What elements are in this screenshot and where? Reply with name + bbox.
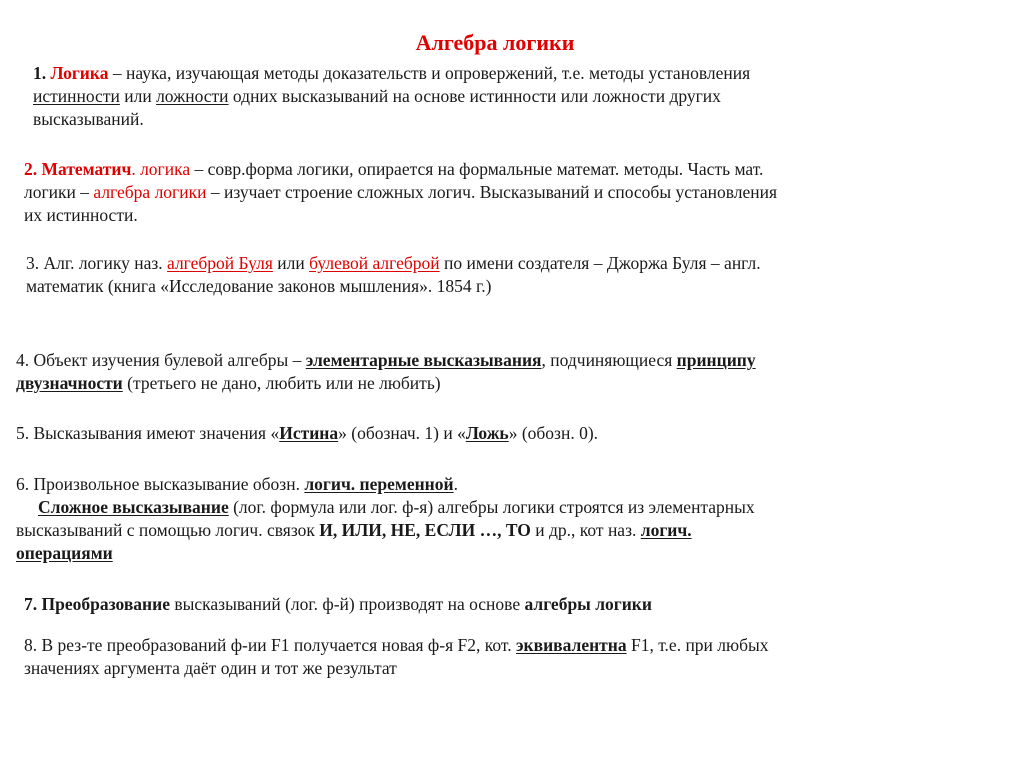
p4-text-1: 4. Объект изучения булевой алгебры –	[16, 350, 306, 370]
p2-text-5: их истинности.	[24, 205, 138, 225]
paragraph-6	[16, 473, 755, 565]
p2-number: 2.	[24, 159, 42, 179]
p5-text-1: 5. Высказывания имеют значения «	[16, 423, 280, 443]
p2-term-math: Математич	[41, 159, 132, 179]
p4-bivalence: двузначности	[16, 373, 123, 393]
p6-complex-statement: Сложное высказывание	[38, 497, 229, 517]
p2-text-3: логики –	[24, 182, 94, 202]
p2-term-logic: . логика	[131, 159, 191, 179]
p8-text-1: 8. В рез-те преобразований ф-ии F1 получается новая ф-я F2, кот.	[24, 635, 516, 655]
p1-text-2: или	[119, 86, 157, 106]
p8-text-3: значениях аргумента даёт один и тот же результат	[24, 658, 397, 678]
paragraph-2	[24, 158, 777, 227]
p1-text-1: – наука, изучающая методы доказательств и опровержений, т.е. методы установления	[108, 63, 751, 83]
paragraph-3	[26, 252, 761, 298]
p6-logic-variable: логич. переменной	[304, 474, 454, 494]
p8-text-2: F1, т.е. при любых	[626, 635, 769, 655]
p3-text-3: по имени создателя – Джоржа Буля – англ.	[439, 253, 761, 273]
paragraph-8	[24, 634, 769, 680]
p1-falsity: ложности	[156, 86, 229, 106]
p6-logic-ops-2: операциями	[16, 543, 113, 563]
p3-boole-algebra: алгеброй Буля	[167, 253, 273, 273]
p3-text-1: 3. Алг. логику наз.	[26, 253, 168, 273]
p7-logic-algebra: алгебры логики	[524, 594, 652, 614]
page-title: Алгебра логики	[415, 30, 575, 55]
p3-text-4: математик (книга «Исследование законов мышления». 1854 г.)	[26, 276, 492, 296]
p2-text-4: – изучает строение сложных логич. Высказываний и способы установления	[206, 182, 778, 202]
p6-text-3: (лог. формула или лог. ф-я) алгебры логики строятся из элементарных	[228, 497, 755, 517]
p7-text-1: высказываний (лог. ф-й) производят на основе	[169, 594, 525, 614]
p2-text-2: – совр.форма логики, опирается на формальные математ. методы. Часть мат.	[190, 159, 764, 179]
p6-text-5: и др., кот наз.	[530, 520, 641, 540]
p6-text-2: .	[453, 474, 458, 494]
p5-true: Истина	[279, 423, 339, 443]
paragraph-4	[16, 349, 756, 395]
p3-text-2: или	[272, 253, 310, 273]
p4-elementary-statements: элементарные высказывания	[305, 350, 542, 370]
p4-principle: принципу	[676, 350, 756, 370]
p8-equivalent: эквивалентна	[515, 635, 627, 655]
p4-text-3: (третьего не дано, любить или не любить)	[122, 373, 441, 393]
p6-connectives: И, ИЛИ, НЕ, ЕСЛИ …, ТО	[319, 520, 531, 540]
paragraph-5	[16, 422, 598, 445]
p6-text-1: 6. Произвольное высказывание обозн.	[16, 474, 305, 494]
p2-term-algebra: алгебра логики	[93, 182, 207, 202]
p4-text-2: , подчиняющиеся	[541, 350, 677, 370]
p1-term-logic: Логика	[50, 63, 109, 83]
p1-number: 1.	[33, 63, 51, 83]
p5-text-2: » (обознач. 1) и «	[338, 423, 466, 443]
p6-logic-ops-1: логич.	[640, 520, 692, 540]
paragraph-7	[24, 593, 652, 616]
paragraph-1	[33, 62, 750, 131]
p6-text-4: высказываний с помощью логич. связок	[16, 520, 320, 540]
p5-text-3: » (обозн. 0).	[508, 423, 599, 443]
p1-text-3: одних высказываний на основе истинности или ложности других	[228, 86, 721, 106]
p1-text-4: высказываний.	[33, 109, 144, 129]
p3-boolean-algebra: булевой алгеброй	[309, 253, 440, 273]
p1-truth: истинности	[33, 86, 120, 106]
p5-false: Ложь	[465, 423, 509, 443]
p7-transformation: 7. Преобразование	[24, 594, 170, 614]
